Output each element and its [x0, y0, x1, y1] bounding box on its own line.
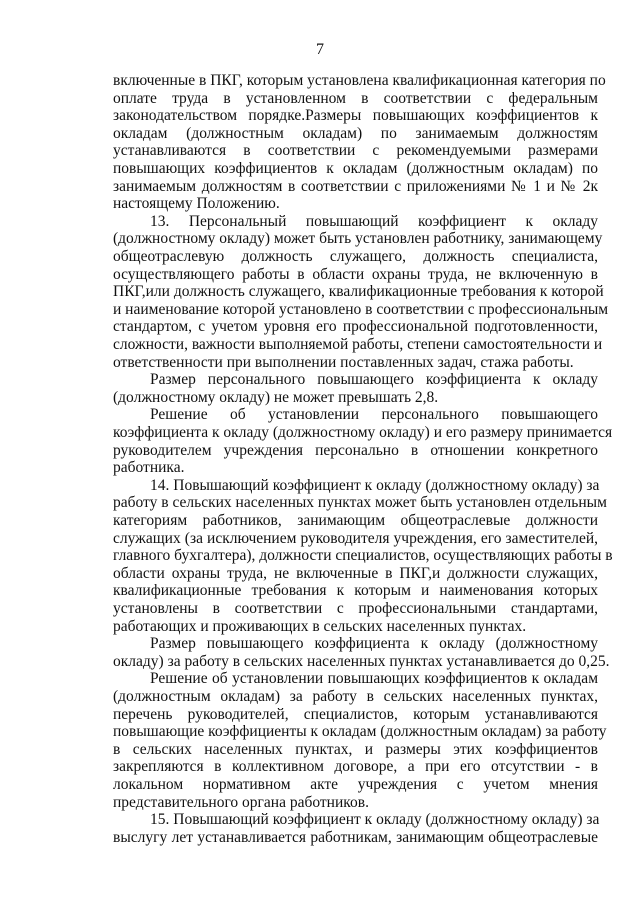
text-line: перечень руководителей, специалистов, которым устанавливаются — [113, 705, 598, 723]
text-line: работника. — [113, 459, 185, 477]
text-line: окладу) за работу в сельских населенных пунктах устанавливается до 0,25. — [113, 652, 610, 670]
text-line: законодательством порядке.Размеры повышающих коэффициентов к — [113, 107, 598, 125]
text-line: Размер повышающего коэффициента к окладу (должностному — [150, 635, 598, 653]
text-line: локальном нормативном акте учреждения с учетом мнения — [113, 776, 598, 793]
text-line: служащих (за исключением руководителя учреждения, его заместителей, — [113, 529, 598, 547]
text-line: в сельских населенных пунктах, и размеры этих коэффициентов — [113, 740, 598, 758]
text-line: представительного органа работников. — [113, 793, 369, 811]
text-line: работу в сельских населенных пунктах может быть установлен отдельным — [113, 494, 607, 512]
text-line: ПКГ,или должность служащего, квалификационные требования к которой — [113, 283, 604, 301]
text-line: Решение об установлении персонального повышающего — [150, 406, 598, 424]
text-line: сложности, важности выполняемой работы, степени самостоятельности и — [113, 336, 603, 353]
text-line: общеотраслевую должность служащего, должность специалиста, — [113, 248, 598, 265]
text-line: занимаемым должностям в соответствии с приложениями № 1 и № 2к — [113, 177, 598, 195]
text-line: настоящему Положению. — [113, 195, 280, 213]
text-line: работающих и проживающих в сельских населенных пунктах. — [113, 617, 527, 635]
text-line: повышающие коэффициенты к окладам (должностным окладам) за работу — [113, 723, 607, 741]
text-line: устанавливаются в соответствии с рекомендуемыми размерами — [113, 142, 598, 160]
text-line: Размер персонального повышающего коэффициента к окладу — [150, 371, 598, 389]
text-line: 14. Повышающий коэффициент к окладу (должностному окладу) за — [150, 476, 600, 494]
text-line: области охраны труда, не включенные в ПКГ,и должности служащих, — [113, 564, 598, 582]
text-line: 15. Повышающий коэффициент к окладу (должностному окладу) за — [150, 811, 600, 829]
text-line: установлены в соответствии с профессиональными стандартами, — [113, 600, 598, 617]
text-line: выслугу лет устанавливается работникам, занимающим общеотраслевые — [113, 828, 598, 846]
text-line: Решение об установлении повышающих коэффициентов к окладам — [150, 670, 598, 688]
text-line: ответственности при выполнении поставленных задач, стажа работы. — [113, 353, 574, 371]
text-line: оплате труда в установленном в соответствии с федеральным — [113, 89, 598, 107]
text-line: закрепляются в коллективном договоре, а при его отсутствии - в — [113, 758, 598, 776]
text-line: осуществляющего работы в области охраны труда, не включенную в — [113, 265, 598, 283]
text-line: категориям работников, занимающим общеотраслевые должности — [113, 512, 598, 529]
text-line: руководителем учреждения персонально в отношении конкретного — [113, 441, 598, 459]
text-line: включенные в ПКГ, которым установлена квалификационная категория по — [113, 72, 606, 89]
page-number: 7 — [316, 41, 324, 58]
text-line: повышающих коэффициентов к окладам (должностным окладам) по — [113, 160, 598, 177]
text-line: стандартом, с учетом уровня его профессиональной подготовленности, — [113, 318, 598, 336]
text-line: и наименование которой установлено в соответствии с профессиональным — [113, 300, 609, 318]
text-line: главного бухгалтера), должности специалистов, осуществляющих работы в — [113, 547, 613, 565]
text-line: (должностным окладам) за работу в сельских населенных пунктах, — [113, 688, 598, 705]
text-line: окладам (должностным окладам) по занимаемым должностям — [113, 124, 598, 142]
text-line: коэффициента к окладу (должностному окладу) и его размеру принимается — [113, 424, 613, 441]
text-line: (должностному окладу) может быть установлен работнику, занимающему — [113, 230, 603, 248]
text-line: квалификационные требования к которым и наименования которых — [113, 582, 598, 600]
text-line: (должностному окладу) не может превышать 2,8. — [113, 388, 439, 406]
text-line: 13. Персональный повышающий коэффициент к окладу — [150, 212, 598, 230]
